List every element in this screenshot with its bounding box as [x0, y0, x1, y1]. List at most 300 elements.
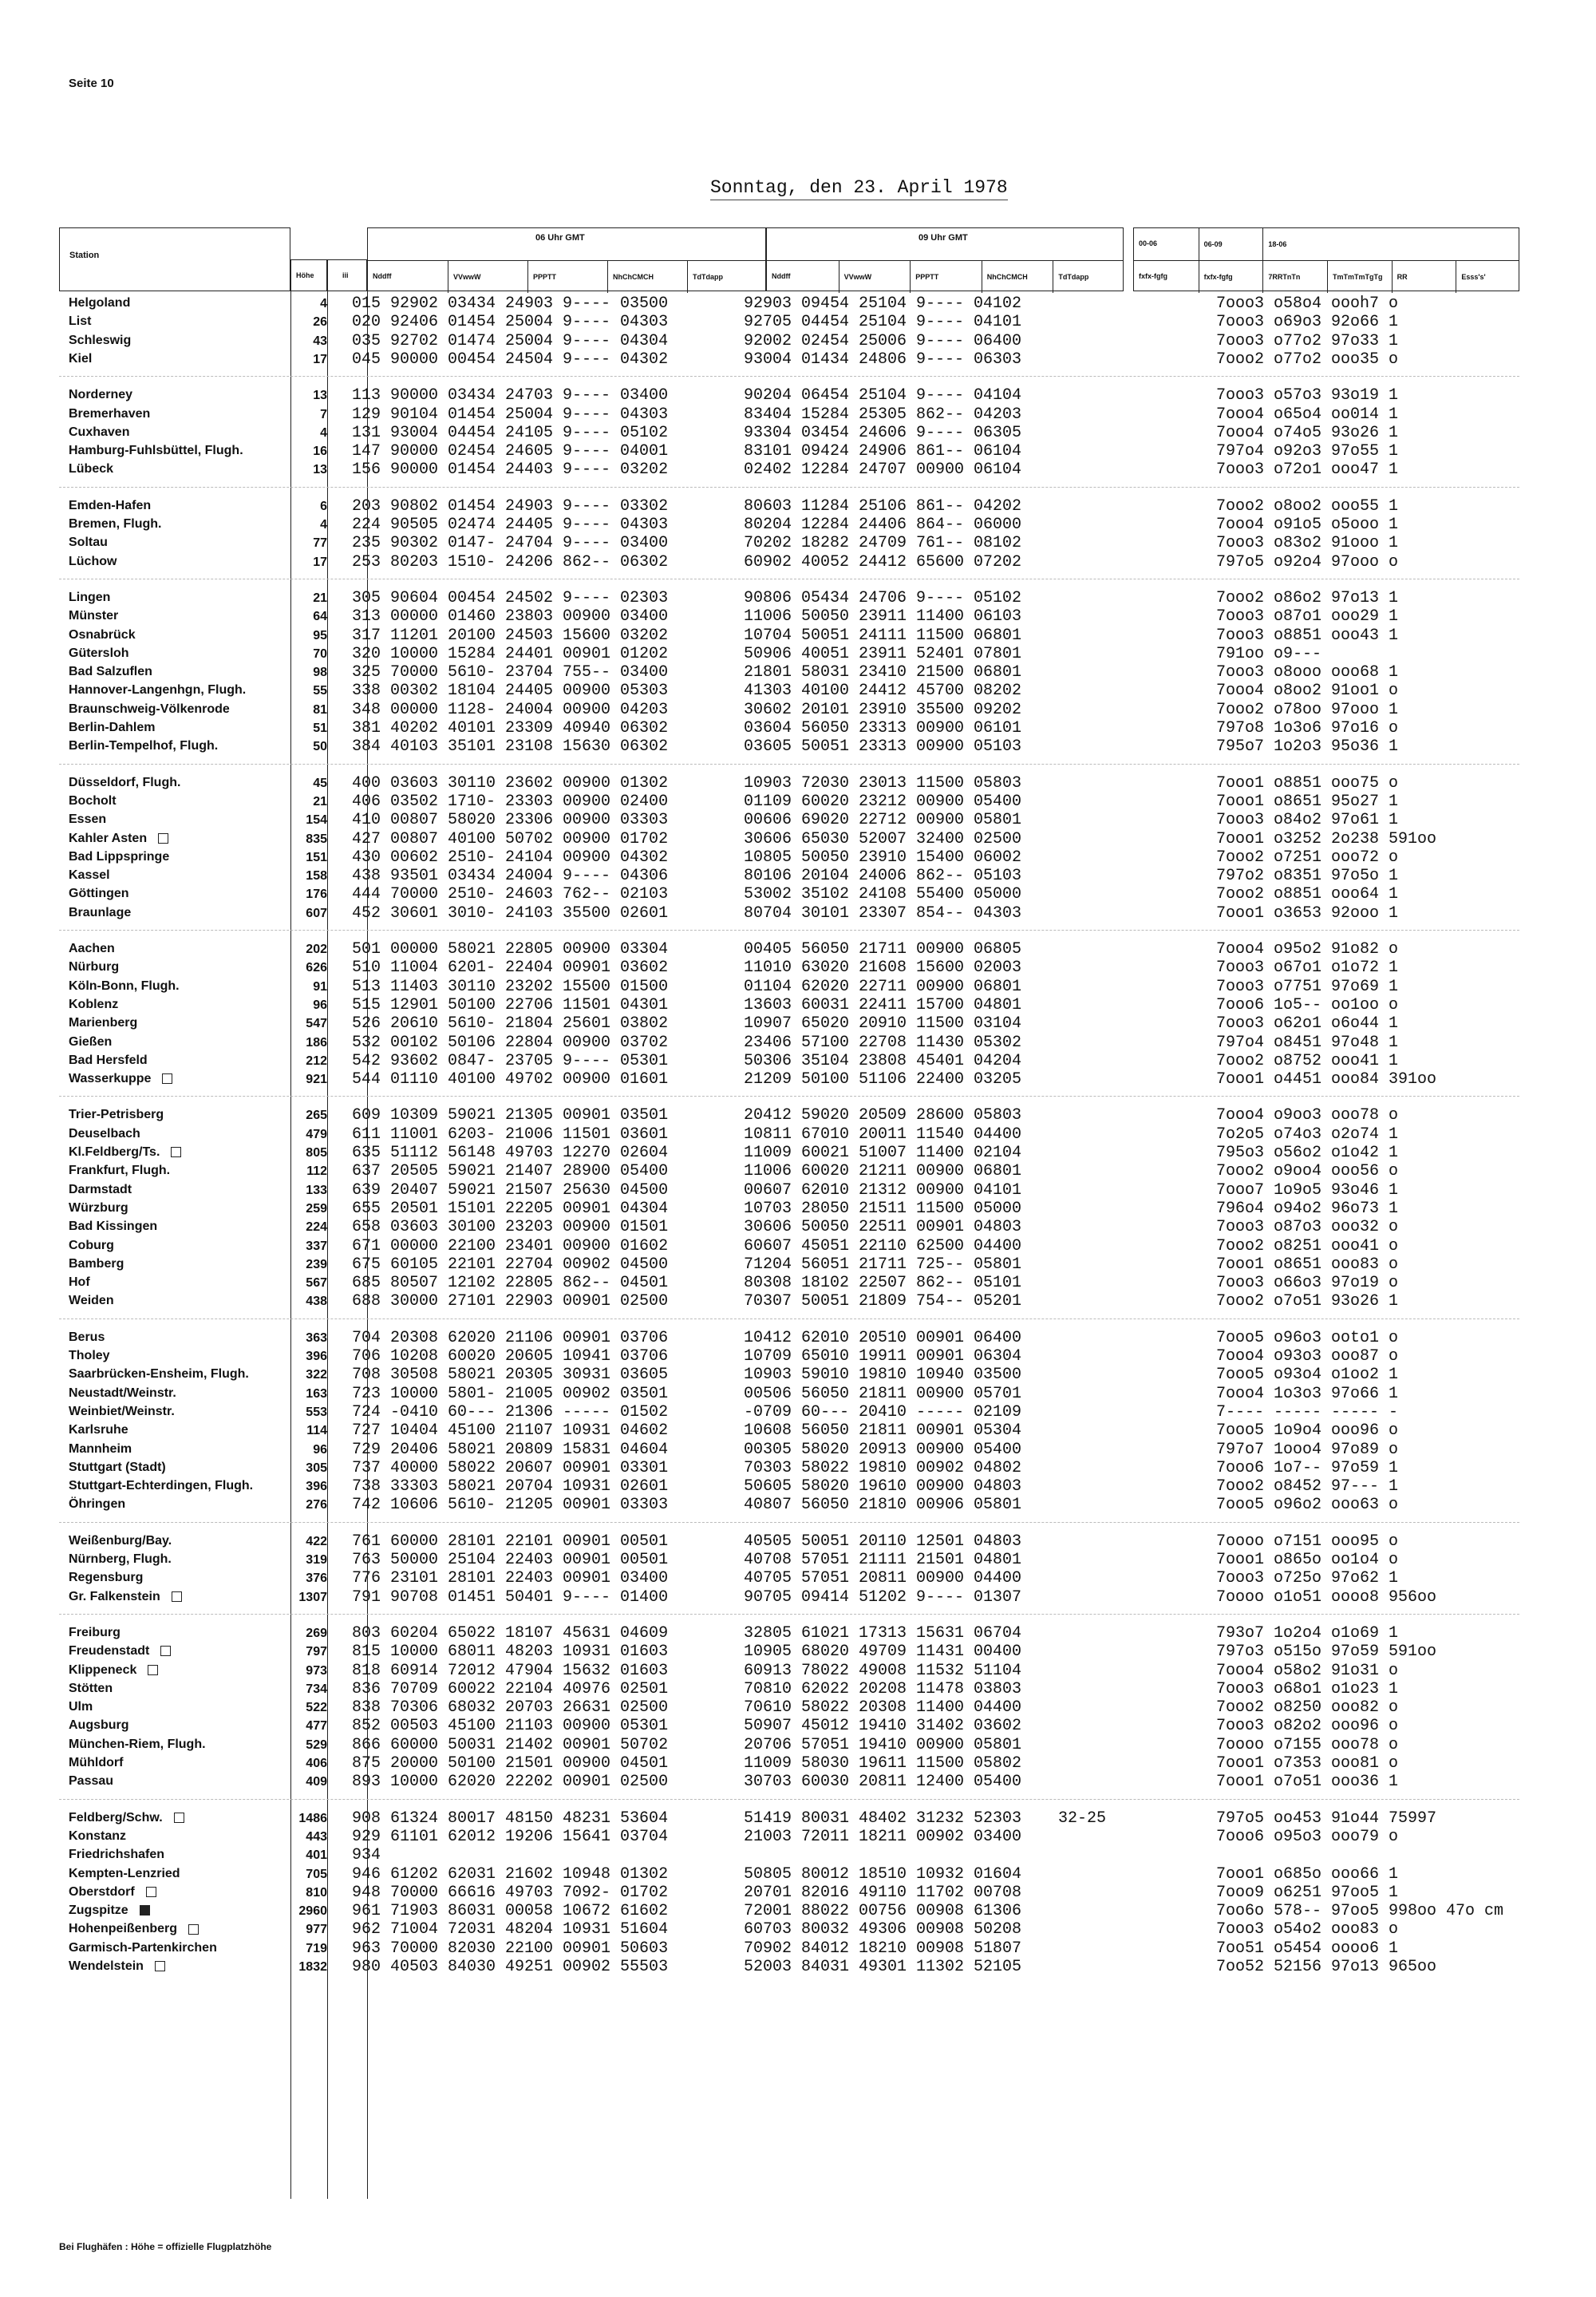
summary-values: 7ooo2 o8251 ooo41 o	[1216, 1236, 1399, 1255]
obs-09-group: 02402 12284 24707 00900 06104	[744, 461, 1022, 480]
station-height: 26	[313, 315, 327, 330]
obs-09-group: 10704 50051 24111 11500 06801	[744, 626, 1022, 645]
summary-values: 7ooo2 o9oo4 ooo56 o	[1216, 1162, 1399, 1181]
station-height: 973	[306, 1663, 327, 1678]
summary-values: 797o3 o515o 97o59 591oo	[1216, 1643, 1437, 1662]
station-label: Konstanz	[69, 1829, 126, 1843]
station-height: 276	[306, 1498, 327, 1512]
gmt09-header-cell	[766, 227, 1124, 291]
obs-09-group: 10903 59010 19810 10940 03500	[744, 1366, 1022, 1385]
table-row	[59, 1162, 1575, 1181]
obs-09-group: 80204 12284 24406 864-- 06000	[744, 516, 1022, 534]
station-name	[69, 887, 129, 901]
table-row	[59, 1588, 1575, 1607]
column-header: VVwwW	[448, 261, 527, 293]
summary-values: 7oooo o7155 ooo78 o	[1216, 1735, 1399, 1754]
summary-values: 7ooo3 o8ooo ooo68 1	[1216, 663, 1399, 682]
station-name	[69, 702, 230, 717]
station-height: 202	[306, 943, 327, 956]
station-height: 265	[306, 1109, 327, 1123]
obs-06-group: 737 40000 58022 20607 00901 03301	[352, 1458, 669, 1477]
station-height: 396	[306, 1480, 327, 1494]
table-row	[59, 1809, 1575, 1829]
station-name	[69, 1349, 110, 1363]
obs-06-group: 791 90708 01451 50401 9---- 01400	[352, 1587, 669, 1607]
obs-09-group: 13603 60031 22411 15700 04801	[744, 995, 1022, 1014]
obs-06-group: 501 00000 58021 22805 00900 03304	[352, 940, 669, 959]
obs-09-group: 60703 80032 49306 00908 50208	[744, 1920, 1022, 1939]
station-height: 45	[313, 776, 327, 790]
obs-09-group: 70610 58022 20308 11400 04400	[744, 1698, 1022, 1718]
obs-09-group: -0709 60--- 20410 ----- 02109	[744, 1402, 1022, 1421]
table-row	[59, 1052, 1575, 1071]
obs-06-group: 542 93602 0847- 23705 9---- 05301	[352, 1051, 669, 1070]
obs-06-group: 203 90802 01454 24903 9---- 03302	[352, 496, 669, 516]
obs-09-group: 00305 58020 20913 00900 05400	[744, 1440, 1022, 1459]
station-name	[69, 1497, 125, 1512]
obs-06-group: 325 70000 5610- 23704 755-- 03400	[352, 663, 669, 682]
obs-09-group: 30606 50050 22511 00901 04803	[744, 1218, 1022, 1237]
obs-06-group: 113 90000 03434 24703 9---- 03400	[352, 386, 669, 405]
station-label: Friedrichshafen	[69, 1848, 165, 1862]
station-height: 305	[306, 1461, 327, 1475]
obs-06-group: 532 00102 50106 22804 00900 03702	[352, 1033, 669, 1052]
obs-06-group: 961 71903 86031 00058 10672 61602	[352, 1902, 669, 1921]
station-name	[69, 721, 155, 735]
obs-06-group: 729 20406 58021 20809 15831 04604	[352, 1440, 669, 1459]
station-height: 406	[306, 1757, 327, 1770]
obs-06-group: 929 61101 62012 19206 15641 03704	[352, 1827, 669, 1846]
station-height: 212	[306, 1054, 327, 1068]
station-height: 4	[320, 297, 327, 310]
station-height: 70	[313, 646, 327, 661]
summary-values: 7ooo4 o91o5 o5ooo 1	[1216, 516, 1399, 534]
station-name	[69, 296, 130, 310]
table-row	[59, 350, 1575, 370]
gmt09-subheaders	[767, 260, 1123, 293]
station-label: Kassel	[69, 868, 110, 883]
station-height: 96	[313, 998, 327, 1012]
station-name	[69, 1164, 170, 1178]
station-height: 51	[313, 722, 327, 735]
obs-09-group: 60902 40052 24412 65600 07202	[744, 552, 1022, 571]
summary-values: 7ooo5 1o9o4 ooo96 o	[1216, 1421, 1399, 1441]
station-label: Deuselbach	[69, 1126, 140, 1141]
station-name	[69, 407, 150, 421]
station-height: 921	[306, 1073, 327, 1087]
station-name	[69, 1330, 105, 1345]
summary-values: 7ooo3 o67o1 o1o72 1	[1216, 959, 1399, 978]
table-row	[59, 1698, 1575, 1718]
table-row	[59, 1773, 1575, 1792]
obs-09-group: 50805 80012 18510 10932 01604	[744, 1864, 1022, 1884]
station-height: 363	[306, 1330, 327, 1345]
table-row	[59, 867, 1575, 886]
summary-values: 797o7 1ooo4 97o89 o	[1216, 1440, 1399, 1459]
obs-09-group: 51419 80031 48402 31232 52303	[744, 1809, 1022, 1828]
open-square-icon	[171, 1147, 181, 1157]
station-label: Darmstadt	[69, 1182, 132, 1196]
station-name	[69, 683, 246, 698]
station-height: 719	[306, 1941, 327, 1955]
table-row	[59, 386, 1575, 405]
station-label: Feldberg/Schw.	[69, 1810, 163, 1825]
station-label: Kahler Asten	[69, 831, 148, 845]
table-row	[59, 663, 1575, 682]
station-name	[69, 1035, 112, 1050]
table-row	[59, 904, 1575, 923]
summary-values: 7ooo3 o7751 97o69 1	[1216, 977, 1399, 996]
station-height: 376	[306, 1572, 327, 1586]
station-label: Passau	[69, 1774, 114, 1789]
table-row	[59, 1181, 1575, 1200]
summary-values: 7ooo3 o54o2 ooo83 o	[1216, 1920, 1399, 1939]
table-row	[59, 830, 1575, 849]
station-height: 443	[306, 1829, 327, 1844]
obs-09-group: 30602 20101 23910 35500 09202	[744, 700, 1022, 719]
obs-06-group: 962 71004 72031 48204 10931 51604	[352, 1920, 669, 1939]
obs-09-group: 70307 50051 21809 754-- 05201	[744, 1292, 1022, 1311]
station-name	[69, 1386, 176, 1401]
table-row	[59, 1828, 1575, 1847]
table-row	[59, 1106, 1575, 1125]
column-header: PPPTT	[527, 261, 606, 293]
summary-values: 7ooo6 1o7-- 97o59 1	[1216, 1458, 1399, 1477]
station-name	[69, 1257, 124, 1271]
table-row	[59, 1902, 1575, 1921]
summary-values: 7oo6o 578-- 97oo5 998oo 47o cm	[1216, 1902, 1504, 1921]
table-row	[59, 1939, 1575, 1959]
summary-values: 797o2 o8351 97o5o 1	[1216, 867, 1399, 886]
station-label: Freudenstadt	[69, 1644, 150, 1659]
open-square-icon	[160, 1646, 171, 1656]
obs-06-group: 776 23101 28101 22403 00901 03400	[352, 1569, 669, 1588]
obs-09-group: 10805 50050 23910 15400 06002	[744, 848, 1022, 867]
table-row	[59, 1385, 1575, 1404]
obs-06-group: 526 20610 5610- 21804 25601 03802	[352, 1014, 669, 1034]
table-row	[59, 1569, 1575, 1588]
station-height: 7	[320, 407, 327, 421]
hoehe-header-cell	[290, 259, 327, 291]
station-height: 734	[306, 1682, 327, 1696]
table-row	[59, 1255, 1575, 1275]
obs-09-group: 10703 28050 21511 11500 05000	[744, 1199, 1022, 1218]
station-name	[69, 1367, 249, 1382]
obs-09-group: 80704 30101 23307 854-- 04303	[744, 903, 1022, 923]
summary-values: 793o7 1o2o4 o1o69 1	[1216, 1623, 1399, 1643]
station-name	[69, 1738, 206, 1752]
table-row	[59, 1403, 1575, 1422]
obs-09-group: 92002 02454 25006 9---- 06400	[744, 331, 1022, 350]
obs-09-group: 80308 18102 22507 862-- 05101	[744, 1274, 1022, 1293]
station-height: 810	[306, 1885, 327, 1900]
table-row	[59, 1034, 1575, 1053]
station-name	[69, 1774, 113, 1789]
table-row	[59, 1125, 1575, 1145]
station-header-cell	[59, 227, 290, 291]
column-header: PPPTT	[910, 261, 981, 293]
station-name	[69, 960, 119, 975]
station-name	[69, 906, 131, 920]
station-label: Weiden	[69, 1294, 114, 1308]
obs-09-group: 80603 11284 25106 861-- 04202	[744, 496, 1022, 516]
summary-values: 7ooo6 1o5-- oo1oo o	[1216, 995, 1399, 1014]
station-name	[69, 609, 118, 623]
obs-06-group: 742 10606 5610- 21205 00901 03303	[352, 1496, 669, 1515]
column-header: 00-06	[1139, 239, 1158, 247]
table-row	[59, 996, 1575, 1015]
station-name	[69, 646, 129, 661]
obs-06-group: 908 61324 80017 48150 48231 53604	[352, 1809, 669, 1828]
table-row	[59, 1347, 1575, 1366]
station-label: Gütersloh	[69, 646, 129, 660]
summary-values: 797o5 oo453 91o44 75997	[1216, 1809, 1437, 1828]
table-row	[59, 461, 1575, 480]
station-height: 529	[306, 1738, 327, 1752]
obs-06-group: 384 40103 35101 23108 15630 06302	[352, 737, 669, 757]
table-row	[59, 332, 1575, 351]
station-label: Neustadt/Weinstr.	[69, 1386, 176, 1400]
obs-09-group: 70810 62022 20208 11478 03803	[744, 1679, 1022, 1698]
obs-09-group: 00506 56050 21811 00900 05701	[744, 1384, 1022, 1403]
station-label: Koblenz	[69, 997, 119, 1011]
summary-values: 7ooo3 o87o1 ooo29 1	[1216, 607, 1399, 627]
station-height: 409	[306, 1775, 327, 1789]
station-name	[69, 314, 91, 329]
obs-09-group: 21801 58031 23410 21500 06801	[744, 663, 1022, 682]
station-label: Mühldorf	[69, 1756, 124, 1769]
summary-values: 7ooo3 o87o3 ooo32 o	[1216, 1218, 1399, 1237]
obs-09-group: 30703 60030 20811 12400 05400	[744, 1773, 1022, 1792]
obs-06-group: 803 60204 65022 18107 45631 04609	[352, 1623, 669, 1643]
open-square-icon	[155, 1961, 165, 1971]
station-name	[69, 1183, 132, 1197]
table-row	[59, 1624, 1575, 1643]
station-label: Gr. Falkenstein	[69, 1589, 160, 1603]
station-height: 1832	[298, 1960, 327, 1974]
station-label: Osnabrück	[69, 627, 136, 642]
station-label: Frankfurt, Flugh.	[69, 1164, 171, 1178]
obs-06-group: 609 10309 59021 21305 00901 03501	[352, 1106, 669, 1125]
station-height: 835	[306, 832, 327, 846]
obs-09-group: 93004 01434 24806 9---- 06303	[744, 350, 1022, 369]
table-row	[59, 811, 1575, 830]
obs-06-group: 635 51112 56148 49703 12270 02604	[352, 1144, 669, 1162]
summary-values: 7ooo1 o685o ooo66 1	[1216, 1864, 1399, 1884]
station-label: Wendelstein	[69, 1959, 144, 1973]
column-header: Nddff	[772, 272, 791, 280]
station-height: 163	[306, 1386, 327, 1401]
station-label: Köln-Bonn, Flugh.	[69, 978, 180, 993]
station-height: 607	[306, 906, 327, 920]
station-name	[69, 499, 151, 513]
station-height: 1307	[298, 1590, 327, 1604]
obs-06-group: 515 12901 50100 22706 11501 04301	[352, 995, 669, 1014]
station-name	[69, 1479, 253, 1493]
station-name	[69, 536, 108, 550]
column-header: NhChCMCH	[607, 261, 686, 293]
obs-09-group: 10907 65020 20910 11500 03104	[744, 1014, 1022, 1034]
obs-06-group: 738 33303 58021 20704 10931 02601	[352, 1477, 669, 1496]
station-name	[69, 868, 110, 883]
station-label: Braunschweig-Völkenrode	[69, 702, 230, 716]
table-row	[59, 1421, 1575, 1441]
column-header: Esss's'	[1456, 261, 1519, 293]
obs-09-group: 92903 09454 25104 9---- 04102	[744, 295, 1022, 313]
open-square-icon	[146, 1887, 156, 1897]
table-row	[59, 1920, 1575, 1939]
gmt06-subheaders	[368, 260, 765, 293]
obs-06-group: 427 00807 40100 50702 00900 01702	[352, 829, 669, 848]
summary-values: 7ooo9 o6251 97oo5 1	[1216, 1883, 1399, 1902]
station-height: 13	[313, 463, 327, 477]
obs-09-group: 03605 50051 23313 00900 05103	[744, 737, 1022, 757]
station-name	[69, 388, 132, 402]
obs-06-group: 235 90302 0147- 24704 9---- 03400	[352, 534, 669, 553]
group-divider	[59, 764, 1519, 765]
obs-06-group: 675 60105 22101 22704 00902 04500	[352, 1255, 669, 1274]
station-height: 64	[313, 610, 327, 624]
obs-06-group: 658 03603 30100 23203 00900 01501	[352, 1218, 669, 1237]
obs-09-group: 21209 50100 51106 22400 03205	[744, 1070, 1022, 1089]
station-height: 91	[313, 979, 327, 994]
table-row	[59, 589, 1575, 608]
station-label: Stuttgart (Stadt)	[69, 1460, 166, 1474]
station-label: Berus	[69, 1330, 105, 1344]
obs-09-group: 50306 35104 23808 45401 04204	[744, 1051, 1022, 1070]
station-height: 112	[306, 1164, 327, 1179]
summary-values: 797o8 1o3o6 97o16 o	[1216, 719, 1399, 737]
summary-values: 7ooo1 o865o oo1o4 o	[1216, 1551, 1399, 1569]
station-height: 133	[306, 1183, 327, 1197]
station-name	[69, 1461, 166, 1475]
table-row	[59, 1292, 1575, 1311]
summary-values: 7ooo3 o68o1 o1o23 1	[1216, 1679, 1399, 1698]
summary-values: 7ooo2 o8851 ooo64 1	[1216, 885, 1399, 904]
station-label: Öhringen	[69, 1497, 126, 1512]
obs-06-group: 875 20000 50100 21501 00900 04501	[352, 1754, 669, 1773]
station-label: Oberstdorf	[69, 1884, 135, 1899]
station-height: 438	[306, 1295, 327, 1309]
station-name	[69, 1054, 148, 1068]
station-height: 81	[313, 702, 327, 717]
obs-09-group: 20706 57051 19410 00900 05801	[744, 1735, 1022, 1754]
table-row	[59, 516, 1575, 535]
station-label: Mannheim	[69, 1441, 132, 1456]
summary-values: 7ooo2 o7251 ooo72 o	[1216, 848, 1399, 867]
station-height: 322	[306, 1368, 327, 1382]
station-height: 553	[306, 1405, 327, 1419]
summary-values: 7oo51 o5454 oooo6 1	[1216, 1939, 1399, 1958]
station-label: Weißenburg/Bay.	[69, 1533, 172, 1548]
obs-09-group: 11010 63020 21608 15600 02003	[744, 959, 1022, 978]
obs-09-group: 50907 45012 19410 31402 03602	[744, 1717, 1022, 1736]
obs-09-group: 80106 20104 24006 862-- 05103	[744, 867, 1022, 886]
obs-09-group: 10412 62010 20510 00901 06400	[744, 1328, 1022, 1347]
table-row	[59, 1366, 1575, 1385]
filled-square-icon	[140, 1905, 150, 1915]
obs-06-group: 723 10000 5801- 21005 00902 03501	[352, 1384, 669, 1403]
station-name	[69, 942, 115, 956]
summary-values: 7ooo1 o4451 ooo84 391oo	[1216, 1070, 1437, 1089]
station-label: Regensburg	[69, 1571, 144, 1585]
station-height: 176	[306, 888, 327, 902]
obs-06-group: 317 11201 20100 24503 15600 03202	[352, 626, 669, 645]
group-divider	[59, 376, 1519, 377]
column-header: TdTdapp	[687, 261, 766, 293]
table-row	[59, 1736, 1575, 1755]
station-label: Karlsruhe	[69, 1423, 128, 1437]
obs-06-group: 253 80203 1510- 24206 862-- 06302	[352, 552, 669, 571]
summary-values: 7ooo4 o74o5 93o26 1	[1216, 423, 1399, 442]
table-row	[59, 405, 1575, 425]
obs-09-group: 21003 72011 18211 00902 03400	[744, 1827, 1022, 1846]
station-label: Berlin-Dahlem	[69, 721, 156, 734]
summary-values: 797o5 o92o4 97ooo o	[1216, 552, 1399, 571]
table-row	[59, 534, 1575, 553]
station-name	[69, 628, 136, 642]
summary-values: 7ooo2 o8oo2 ooo55 1	[1216, 496, 1399, 516]
station-name	[69, 1590, 182, 1604]
obs-06-group: 313 00000 01460 23803 00900 03400	[352, 607, 669, 627]
obs-06-group: 131 93004 04454 24105 9---- 05102	[352, 423, 669, 442]
obs-06-group: 815 10000 68011 48203 10931 01603	[352, 1643, 669, 1662]
station-name	[69, 1405, 175, 1419]
obs-06-group: 129 90104 01454 25004 9---- 04303	[352, 405, 669, 424]
obs-06-group: 156 90000 01454 24403 9---- 03202	[352, 461, 669, 480]
station-name	[69, 1959, 165, 1974]
station-height: 186	[306, 1035, 327, 1050]
summary-values: 7ooo2 o8452 97--- 1	[1216, 1477, 1399, 1496]
station-label: Bad Salzuflen	[69, 665, 152, 679]
obs-09-group: 20701 82016 49110 11702 00708	[744, 1883, 1022, 1902]
obs-09-group: 70303 58022 19810 00902 04802	[744, 1458, 1022, 1477]
table-row	[59, 1218, 1575, 1237]
station-name	[69, 1626, 120, 1640]
station-label: Ulm	[69, 1700, 93, 1714]
summary-values: 797o4 o92o3 97o55 1	[1216, 442, 1399, 461]
table-row	[59, 1014, 1575, 1034]
station-name	[69, 739, 218, 753]
obs-09-group: 11009 58030 19611 11500 05802	[744, 1754, 1022, 1773]
obs-09-group: 20412 59020 20509 28600 05803	[744, 1106, 1022, 1125]
obs-09-group: 32805 61021 17313 15631 06704	[744, 1623, 1022, 1643]
obs-09-group: 40705 57051 20811 00900 04400	[744, 1569, 1022, 1588]
station-label: Stuttgart-Echterdingen, Flugh.	[69, 1479, 254, 1493]
table-row	[59, 607, 1575, 627]
obs-09-group: 52003 84031 49301 11302 52105	[744, 1958, 1022, 1976]
table-header	[59, 227, 1519, 291]
station-name	[69, 1644, 171, 1659]
obs-09-group: 00607 62010 21312 00900 04101	[744, 1180, 1022, 1200]
summary-values: 7ooo3 o725o 97o62 1	[1216, 1569, 1399, 1588]
station-label: Gießen	[69, 1034, 113, 1049]
gmt06-header: 06 Uhr GMT	[535, 233, 585, 243]
station-name	[69, 1811, 184, 1825]
table-row	[59, 1754, 1575, 1773]
table-row	[59, 959, 1575, 978]
station-height: 114	[306, 1424, 327, 1438]
obs-06-group: 727 10404 45100 21107 10931 04602	[352, 1421, 669, 1441]
group-divider	[59, 487, 1519, 488]
station-label: Trier-Petrisberg	[69, 1108, 164, 1122]
station-name	[69, 832, 168, 846]
table-row	[59, 940, 1575, 959]
summary-values: 7ooo4 o65o4 oo014 1	[1216, 405, 1399, 424]
station-height: 239	[306, 1257, 327, 1271]
obs-06-group: 611 11001 6203- 21006 11501 03601	[352, 1125, 669, 1144]
table-row	[59, 1884, 1575, 1903]
